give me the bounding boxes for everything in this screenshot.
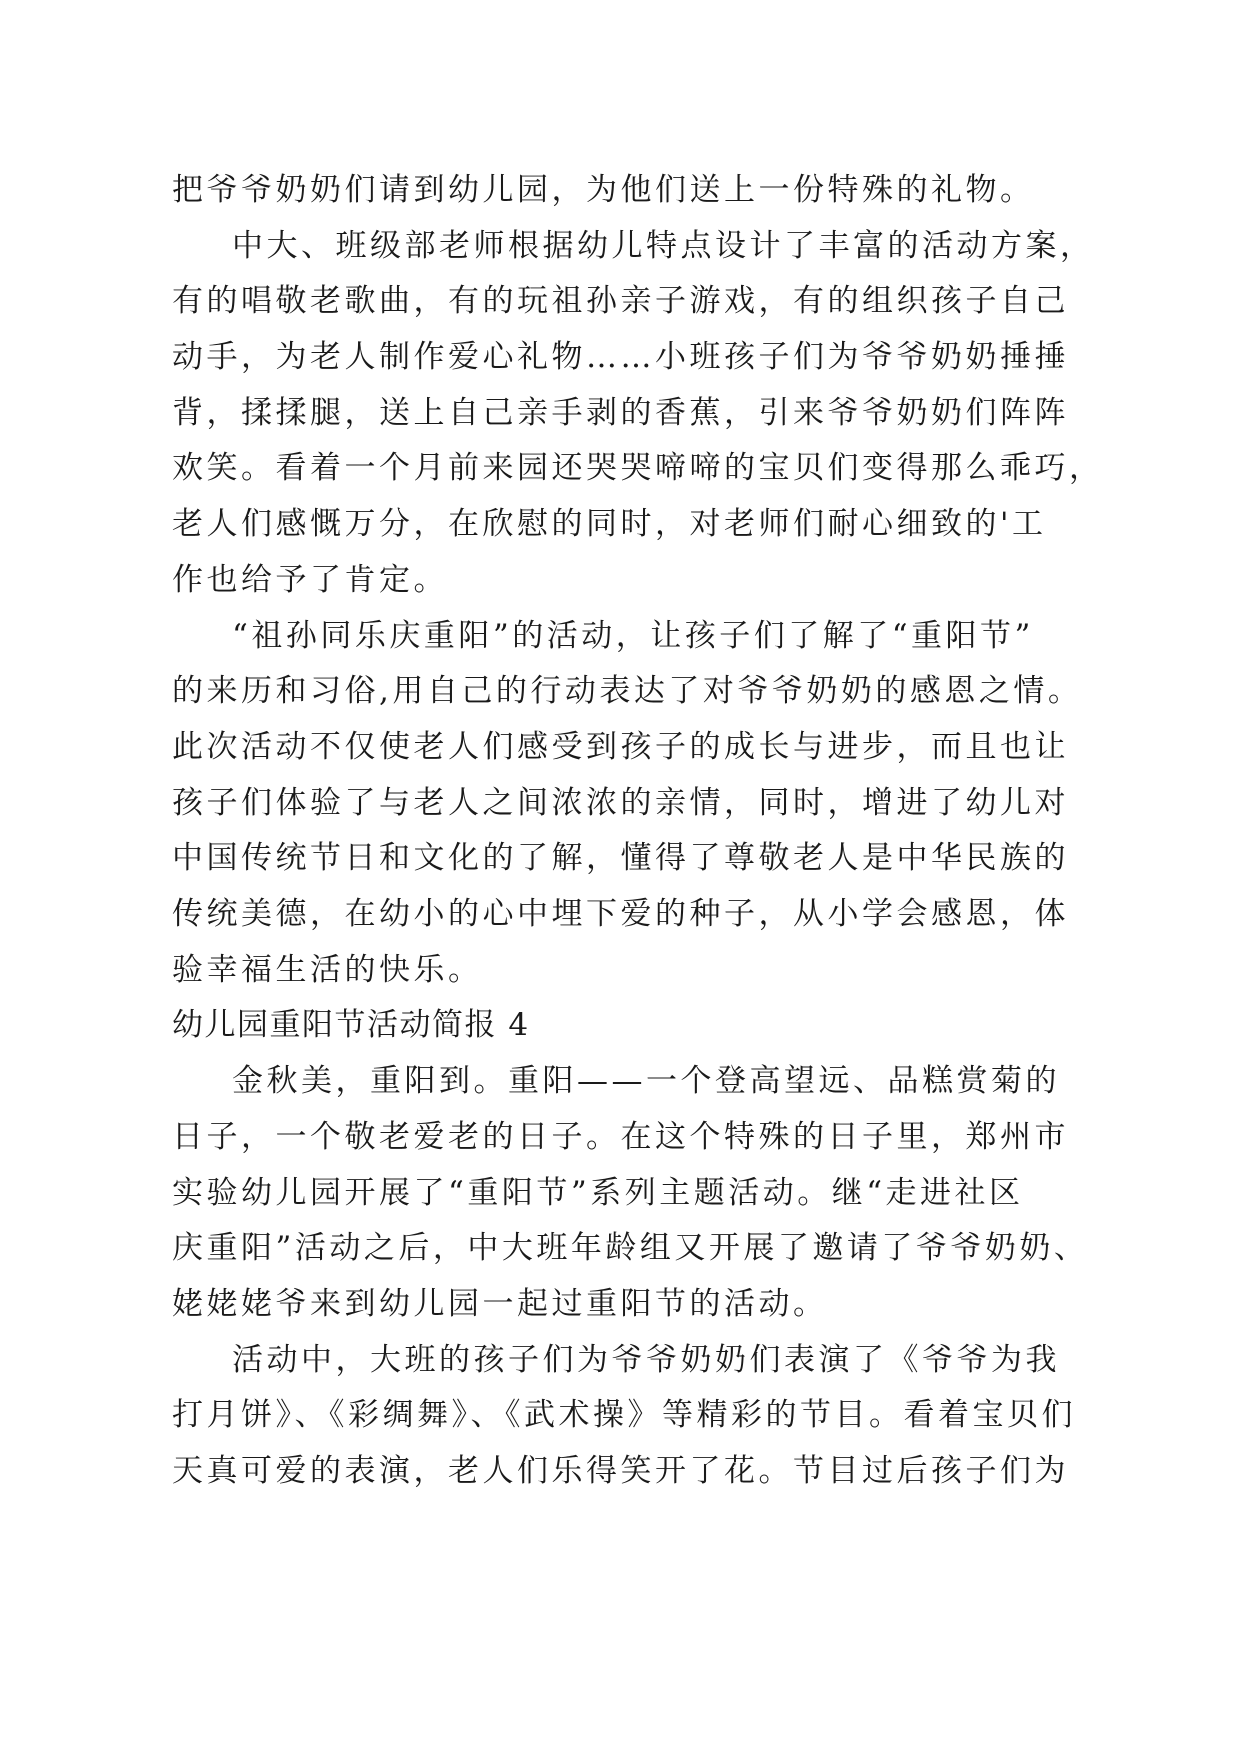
paragraph-first-line: 中大、班级部老师根据幼儿特点设计了丰富的活动方案， bbox=[232, 228, 1095, 264]
paragraph-first-line: 活动中，大班的孩子们为爷爷奶奶们表演了《爷爷为我 bbox=[232, 1342, 1060, 1378]
text-line: 中国传统节日和文化的了解，懂得了尊敬老人是中华民族的 bbox=[172, 840, 1069, 876]
text-line: 实验幼儿园开展了“重阳节”系列主题活动。继“走进社区 bbox=[172, 1175, 1024, 1211]
text-line: 庆重阳”活动之后，中大班年龄组又开展了邀请了爷爷奶奶、 bbox=[172, 1230, 1089, 1266]
text-line: 欢笑。看着一个月前来园还哭哭啼啼的宝贝们变得那么乖巧， bbox=[172, 450, 1104, 486]
text-line: 打月饼》、《彩绸舞》、《武术操》等精彩的节目。看着宝贝们 bbox=[172, 1397, 1076, 1433]
text-line: 传统美德，在幼小的心中埋下爱的种子，从小学会感恩，体 bbox=[172, 896, 1069, 932]
text-line: 把爷爷奶奶们请到幼儿园，为他们送上一份特殊的礼物。 bbox=[172, 172, 1035, 208]
text-line: 有的唱敬老歌曲，有的玩祖孙亲子游戏，有的组织孩子自己 bbox=[172, 283, 1069, 319]
paragraph-first-line: “祖孙同乐庆重阳”的活动，让孩子们了解了“重阳节” bbox=[232, 618, 1034, 654]
text-line: 此次活动不仅使老人们感受到孩子的成长与进步，而且也让 bbox=[172, 729, 1069, 765]
text-line: 的来历和习俗,用自己的行动表达了对爷爷奶奶的感恩之情。 bbox=[172, 673, 1083, 709]
text-line: 背，揉揉腿，送上自己亲手剥的香蕉，引来爷爷奶奶们阵阵 bbox=[172, 395, 1069, 431]
text-line: 动手，为老人制作爱心礼物……小班孩子们为爷爷奶奶捶捶 bbox=[172, 339, 1069, 375]
text-line: 孩子们体验了与老人之间浓浓的亲情，同时，增进了幼儿对 bbox=[172, 785, 1069, 821]
section-heading: 幼儿园重阳节活动简报 4 bbox=[172, 1007, 530, 1043]
text-line: 验幸福生活的快乐。 bbox=[172, 952, 483, 988]
text-line: 天真可爱的表演，老人们乐得笑开了花。节目过后孩子们为 bbox=[172, 1453, 1069, 1489]
paragraph-first-line: 金秋美，重阳到。重阳——一个登高望远、品糕赏菊的 bbox=[232, 1063, 1060, 1099]
text-line: 老人们感慨万分，在欣慰的同时，对老师们耐心细致的'工 bbox=[172, 506, 1047, 542]
text-line: 日子，一个敬老爱老的日子。在这个特殊的日子里，郑州市 bbox=[172, 1119, 1069, 1155]
text-line: 作也给予了肯定。 bbox=[172, 562, 448, 598]
text-line: 姥姥姥爷来到幼儿园一起过重阳节的活动。 bbox=[172, 1286, 828, 1322]
